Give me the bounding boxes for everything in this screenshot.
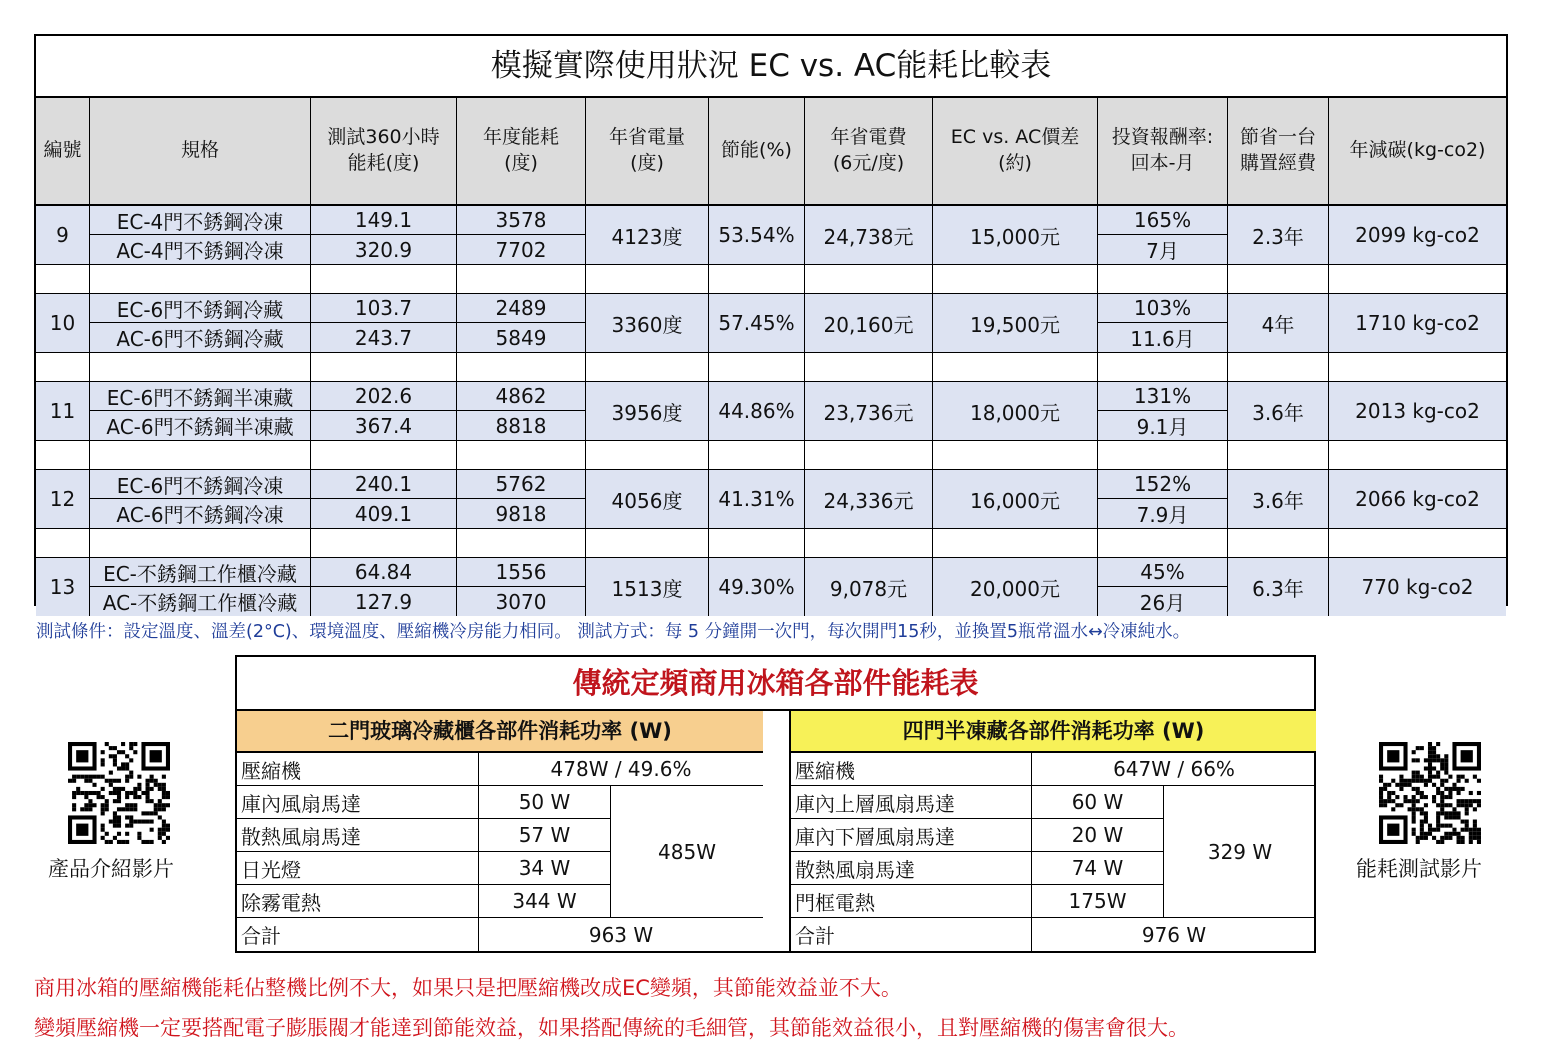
ac-spec: AC-4門不銹鋼冷凍 [90, 235, 311, 264]
parts-energy-table [235, 655, 1316, 953]
ec-test-energy: 149.1 [311, 206, 457, 235]
row-id: 11 [36, 382, 90, 440]
header-save-unit: 節省一台 購置經費 [1228, 98, 1329, 204]
two-door-parts-table [237, 711, 765, 951]
payback-months: 11.6月 [1098, 323, 1228, 352]
part-value: 34 W [479, 852, 611, 885]
header-annual-energy: 年度能耗 (度) [457, 98, 586, 204]
row-id: 13 [36, 558, 90, 616]
saving-pct: 44.86% [709, 382, 805, 440]
parts-subtotal: 485W [611, 786, 763, 918]
ac-annual-energy: 5849 [457, 323, 586, 352]
part-value: 20 W [1032, 819, 1164, 852]
ec-annual-energy: 2489 [457, 294, 586, 323]
qr-code-icon[interactable] [1379, 742, 1481, 844]
total-value: 976 W [1141, 922, 1207, 947]
ec-annual-energy: 3578 [457, 206, 586, 235]
ec-spec: EC-6門不銹鋼冷藏 [90, 294, 311, 323]
part-name: 庫內風扇馬達 [237, 786, 479, 819]
qr-code-icon[interactable] [68, 742, 170, 844]
row-spacer [36, 353, 1506, 382]
ac-annual-energy: 8818 [457, 411, 586, 440]
carbon-reduction: 2099 kg-co2 [1355, 223, 1480, 247]
part-value: 647W / 66% [1032, 753, 1316, 786]
footnote: 變頻壓縮機一定要搭配電子膨脹閥才能達到節能效益，如果搭配傳統的毛細管，其節能效益很小，且對壓縮機的傷害會很大。 [34, 1016, 1189, 1040]
header-annual-saving-kwh: 年省電量 (度) [586, 98, 709, 204]
ac-spec: AC-6門不銹鋼半凍藏 [90, 411, 311, 440]
ac-spec: AC-6門不銹鋼冷藏 [90, 323, 311, 352]
row-id: 10 [36, 294, 90, 352]
table-row-group [36, 382, 1506, 441]
header-price-diff: EC vs. AC價差 (約) [933, 98, 1098, 204]
carbon-reduction: 770 kg-co2 [1361, 575, 1474, 599]
carbon-reduction: 2013 kg-co2 [1355, 399, 1480, 423]
part-value: 74 W [1032, 852, 1164, 885]
total-label: 合計 [237, 918, 479, 951]
part-name: 門框電熱 [791, 885, 1032, 918]
annual-saving-kwh: 4056度 [586, 470, 709, 528]
part-value: 478W / 49.6% [479, 753, 763, 786]
save-unit-years: 3.6年 [1228, 382, 1329, 440]
header-id: 編號 [36, 98, 90, 204]
annual-saving-cost: 23,736元 [805, 382, 933, 440]
ec-annual-energy: 1556 [457, 558, 586, 587]
table-gap [763, 711, 789, 951]
annual-saving-cost: 24,738元 [805, 206, 933, 264]
price-diff: 15,000元 [933, 206, 1098, 264]
table-row-group [36, 470, 1506, 529]
payback-months: 7.9月 [1098, 499, 1228, 528]
header-carbon: 年減碳(kg-co2) [1349, 139, 1486, 162]
ac-annual-energy: 7702 [457, 235, 586, 264]
annual-saving-cost: 9,078元 [805, 558, 933, 616]
comparison-table-title: 模擬實際使用狀況 EC vs. AC能耗比較表 [36, 36, 1506, 98]
saving-pct: 53.54% [709, 206, 805, 264]
four-door-heading: 四門半凍藏各部件消耗功率 (W) [791, 711, 1316, 753]
ec-annual-energy: 5762 [457, 470, 586, 499]
saving-pct: 57.45% [709, 294, 805, 352]
table-row-group [36, 206, 1506, 265]
part-name: 壓縮機 [237, 753, 479, 786]
header-saving-pct: 節能(%) [709, 98, 805, 204]
annual-saving-cost: 24,336元 [805, 470, 933, 528]
comparison-table-header [36, 98, 1506, 206]
row-spacer [36, 265, 1506, 294]
payback-months: 7月 [1098, 235, 1228, 264]
qr-right-label: 能耗測試影片 [1356, 857, 1482, 881]
roi: 165% [1098, 206, 1228, 235]
total-label: 合計 [791, 918, 1032, 951]
save-unit-years: 2.3年 [1228, 206, 1329, 264]
part-name: 庫內上層風扇馬達 [791, 786, 1032, 819]
ec-test-energy: 202.6 [311, 382, 457, 411]
ac-test-energy: 367.4 [311, 411, 457, 440]
header-roi: 投資報酬率: 回本-月 [1098, 98, 1228, 204]
header-test-energy: 測試360小時 能耗(度) [311, 98, 457, 204]
ac-test-energy: 320.9 [311, 235, 457, 264]
roi: 45% [1098, 558, 1228, 587]
part-name: 散熱風扇馬達 [791, 852, 1032, 885]
ac-annual-energy: 9818 [457, 499, 586, 528]
save-unit-years: 6.3年 [1228, 558, 1329, 616]
ac-spec: AC-6門不銹鋼冷凍 [90, 499, 311, 528]
part-value: 344 W [479, 885, 611, 918]
part-name: 除霧電熱 [237, 885, 479, 918]
saving-pct: 41.31% [709, 470, 805, 528]
payback-months: 26月 [1098, 587, 1228, 616]
row-spacer [36, 529, 1506, 558]
payback-months: 9.1月 [1098, 411, 1228, 440]
test-conditions-note: 測試條件：設定溫度、溫差(2°C)、環境溫度、壓縮機冷房能力相同。 測試方式：每 5 分鐘開一次門，每次開門15秒，並換置5瓶常溫水↔冷凍純水。 [36, 622, 1191, 642]
part-name: 散熱風扇馬達 [237, 819, 479, 852]
table-row-group [36, 294, 1506, 353]
part-value: 175W [1032, 885, 1164, 918]
ac-test-energy: 127.9 [311, 587, 457, 616]
ec-spec: EC-6門不銹鋼冷凍 [90, 470, 311, 499]
part-value: 60 W [1032, 786, 1164, 819]
part-name: 日光燈 [237, 852, 479, 885]
roi: 131% [1098, 382, 1228, 411]
footnote: 商用冰箱的壓縮機能耗佔整機比例不大，如果只是把壓縮機改成EC變頻，其節能效益並不大。 [34, 976, 902, 1000]
ec-test-energy: 64.84 [311, 558, 457, 587]
part-value: 50 W [479, 786, 611, 819]
header-spec: 規格 [90, 98, 311, 204]
ec-test-energy: 103.7 [311, 294, 457, 323]
ac-spec: AC-不銹鋼工作櫃冷藏 [90, 587, 311, 616]
ec-annual-energy: 4862 [457, 382, 586, 411]
ec-spec: EC-4門不銹鋼冷凍 [90, 206, 311, 235]
carbon-reduction: 2066 kg-co2 [1355, 487, 1480, 511]
price-diff: 20,000元 [933, 558, 1098, 616]
price-diff: 19,500元 [933, 294, 1098, 352]
comparison-table [34, 34, 1508, 615]
saving-pct: 49.30% [709, 558, 805, 616]
header-annual-saving-cost: 年省電費 (6元/度) [805, 98, 933, 204]
two-door-heading: 二門玻璃冷藏櫃各部件消耗功率 (W) [237, 711, 763, 753]
annual-saving-kwh: 3360度 [586, 294, 709, 352]
parts-subtotal: 329 W [1164, 786, 1316, 918]
row-id: 12 [36, 470, 90, 528]
annual-saving-kwh: 4123度 [586, 206, 709, 264]
row-id: 9 [36, 206, 90, 264]
ac-test-energy: 243.7 [311, 323, 457, 352]
qr-left-label: 產品介紹影片 [48, 857, 174, 881]
ec-test-energy: 240.1 [311, 470, 457, 499]
annual-saving-kwh: 3956度 [586, 382, 709, 440]
part-name: 壓縮機 [791, 753, 1032, 786]
parts-table-title: 傳統定頻商用冰箱各部件能耗表 [237, 657, 1314, 711]
price-diff: 16,000元 [933, 470, 1098, 528]
total-value: 963 W [588, 922, 654, 947]
roi: 152% [1098, 470, 1228, 499]
annual-saving-kwh: 1513度 [586, 558, 709, 616]
ec-spec: EC-不銹鋼工作櫃冷藏 [90, 558, 311, 587]
save-unit-years: 4年 [1228, 294, 1329, 352]
part-name: 庫內下層風扇馬達 [791, 819, 1032, 852]
part-value: 57 W [479, 819, 611, 852]
price-diff: 18,000元 [933, 382, 1098, 440]
ec-spec: EC-6門不銹鋼半凍藏 [90, 382, 311, 411]
carbon-reduction: 1710 kg-co2 [1355, 311, 1480, 335]
save-unit-years: 3.6年 [1228, 470, 1329, 528]
ac-test-energy: 409.1 [311, 499, 457, 528]
table-row-group [36, 558, 1506, 616]
annual-saving-cost: 20,160元 [805, 294, 933, 352]
four-door-parts-table [789, 711, 1316, 951]
ac-annual-energy: 3070 [457, 587, 586, 616]
roi: 103% [1098, 294, 1228, 323]
row-spacer [36, 441, 1506, 470]
